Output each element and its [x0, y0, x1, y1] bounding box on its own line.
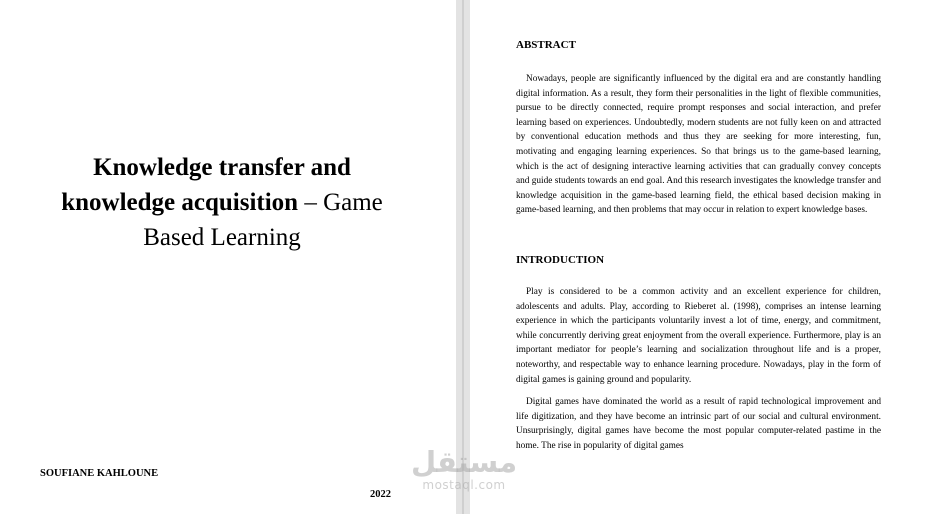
page-content [516, 38, 881, 453]
introduction-heading: INTRODUCTION [516, 253, 605, 266]
introduction-paragraph-2: Digital games have dominated the world as a result of rapid technological improvement and life digitization, and they have become an intrinsic part of our social and cultural environment. Unsurprisingly, digital games have become the most popular computer-related pastime in the home. The rise in popularity of digital games [516, 397, 881, 451]
content-page [470, 0, 932, 514]
publication-year: 2022 [370, 489, 391, 500]
watermark-arabic: مستقل [410, 445, 518, 479]
title-line-3: Based Learning [143, 224, 301, 251]
author-name: SOUFIANE KAHLOUNE [40, 468, 159, 479]
title-line-2-bold: knowledge acquisition [61, 189, 299, 216]
watermark-url: mostaql.com [422, 478, 506, 492]
document-title [22, 150, 422, 255]
gutter-divider [462, 0, 464, 514]
page-gutter [456, 0, 470, 514]
title-line-2-normal: – Game [298, 189, 383, 216]
introduction-paragraph-1: Play is considered to be a common activity and an excellent experience for children, adolescents and adults. Play, according to Rieberet al. (1998), comprises an intense learning experience in which the participants voluntarily invest a lot of time, energy, and commitment, while concurrently deriving great enjoyment from the overall experience. Furthermore, play is an important mediator for people’s learning and socialization throughout life and is a proper, noteworthy, and respectable way to enhance learning procedure. Nowadays, play in the form of digital games is gaining ground and popularity. [516, 286, 881, 385]
title-line-1: Knowledge transfer and [93, 154, 351, 181]
abstract-heading: ABSTRACT [516, 39, 576, 51]
abstract-paragraph: Nowadays, people are significantly influenced by the digital era and are constantly handling digital information. As a result, they form their personalities in the light of flexible communities, pursue to be directly connected, require prompt responses and social interaction, and prefer learning based on experiences. Undoubtedly, modern students are not fully keen on and attracted by conventional education methods and thus they are seeking for more interesting, fun, motivating and engaging learning experiences. So that brings us to the game-based learning, which is the act of designing interactive learning activities that can gradually convey concepts and guide students towards an end goal. And this research investigates the knowledge transfer and knowledge acquisition in the game-based learning field, the ethical based decision making in game-based learning, and then problems that may occur in relation to expert knowledge bases. [516, 74, 881, 216]
cover-page [0, 0, 456, 514]
